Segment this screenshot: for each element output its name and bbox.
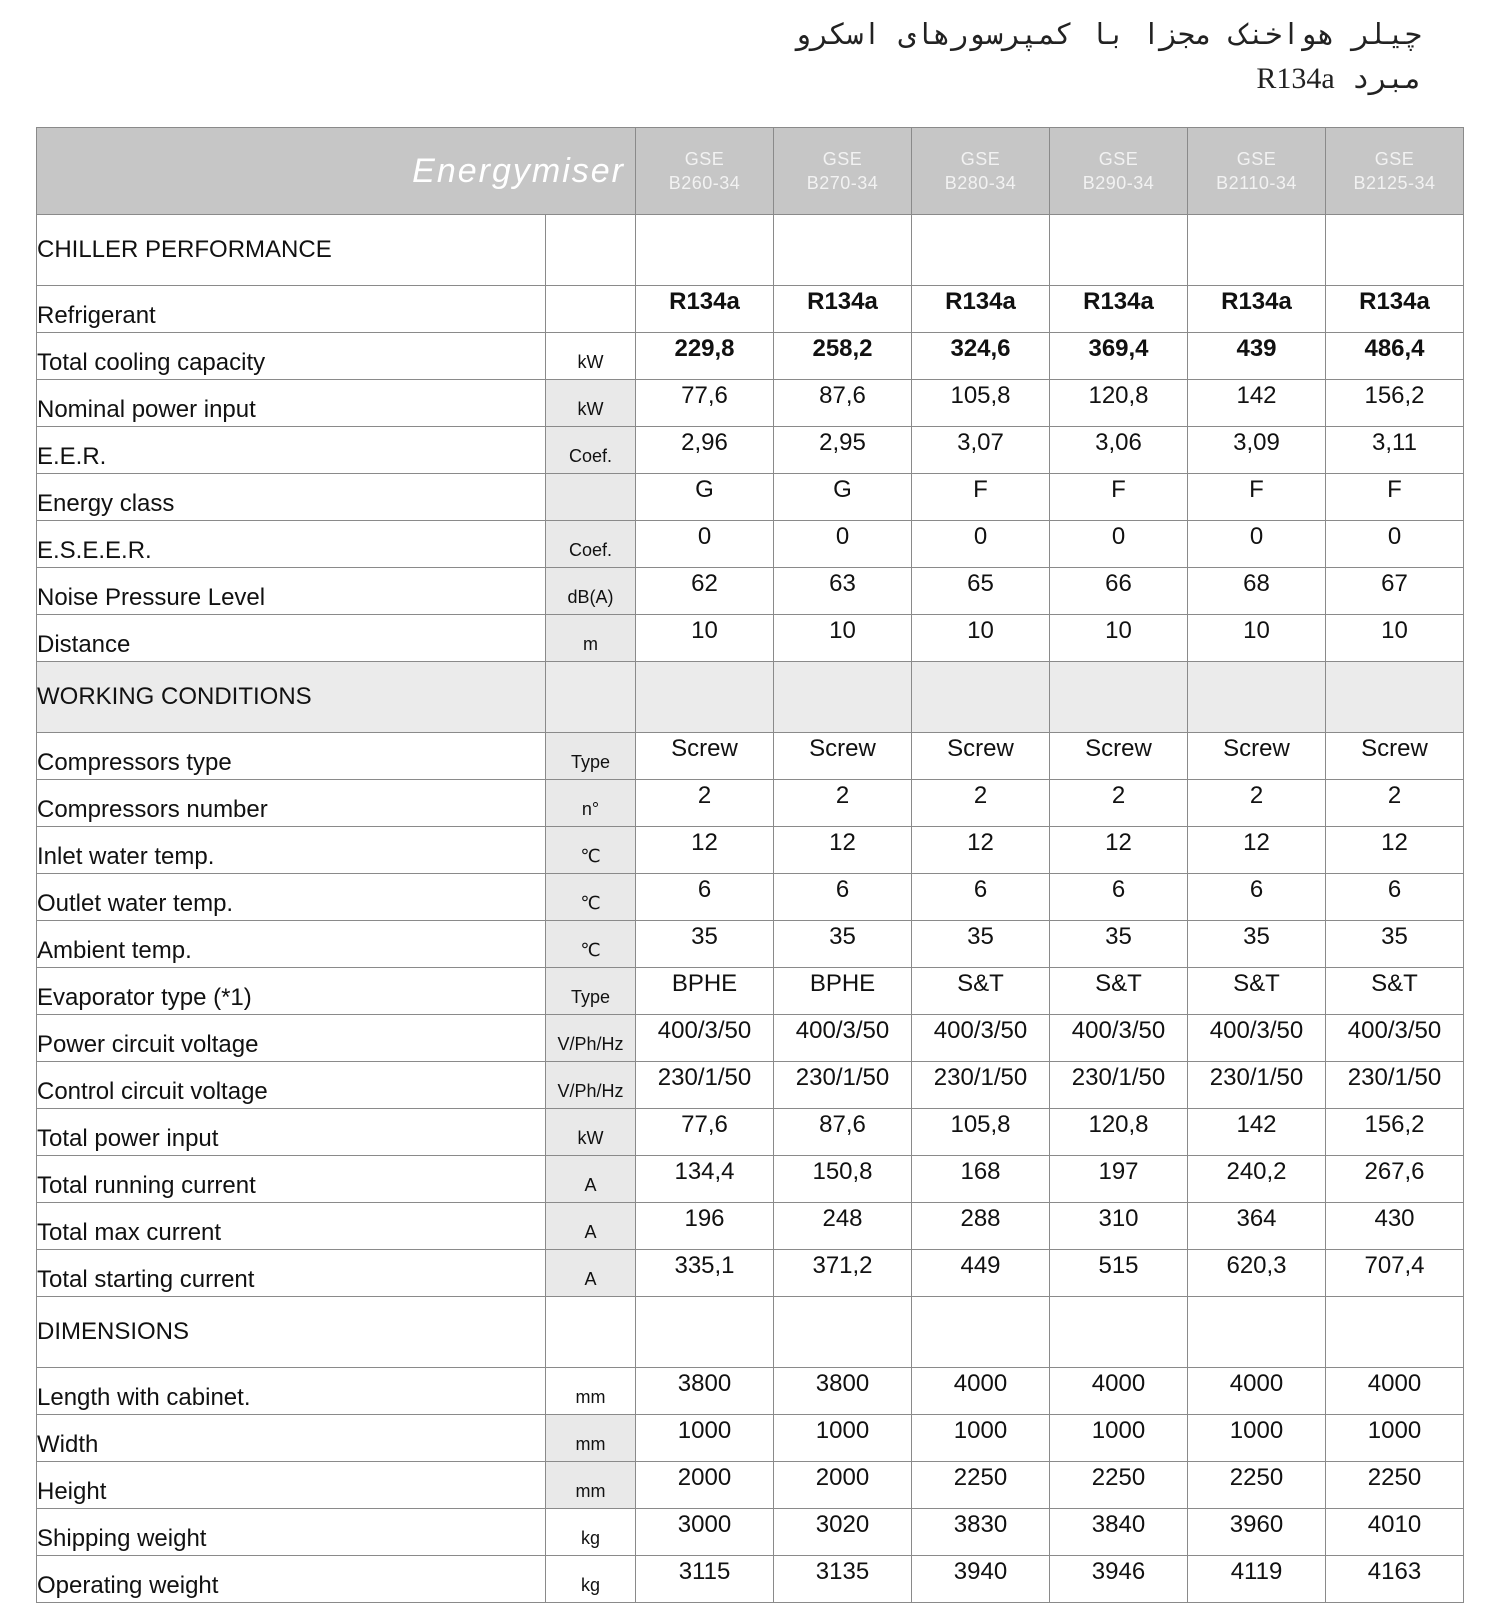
row-unit: kW: [546, 333, 636, 380]
value-cell: 4000: [1050, 1368, 1188, 1415]
row-unit: A: [546, 1203, 636, 1250]
value-cell: 105,8: [912, 1109, 1050, 1156]
table-row: [37, 521, 1464, 568]
row-label: Power circuit voltage: [37, 1015, 546, 1062]
row-label: Height: [37, 1462, 546, 1509]
row-label: Compressors type: [37, 733, 546, 780]
value-cell: 2: [1188, 780, 1326, 827]
row-unit: Type: [546, 733, 636, 780]
row-label: Nominal power input: [37, 380, 546, 427]
row-unit: kg: [546, 1556, 636, 1603]
value-cell: 335,1: [636, 1250, 774, 1297]
value-cell: 230/1/50: [1050, 1062, 1188, 1109]
table-row: [37, 1368, 1464, 1415]
value-cell: 63: [774, 568, 912, 615]
value-cell: 77,6: [636, 1109, 774, 1156]
value-cell: R134a: [1326, 286, 1464, 333]
value-cell: R134a: [1050, 286, 1188, 333]
value-cell: 0: [1188, 521, 1326, 568]
title-refrigerant: R134a: [1256, 62, 1335, 95]
model-code: B280-34: [944, 173, 1017, 193]
value-cell: 2250: [1326, 1462, 1464, 1509]
row-label: Total max current: [37, 1203, 546, 1250]
value-cell: 35: [912, 921, 1050, 968]
value-cell: 258,2: [774, 333, 912, 380]
section-empty-cell: [546, 662, 636, 733]
row-unit: kW: [546, 380, 636, 427]
section-empty-cell: [912, 1297, 1050, 1368]
value-cell: 3135: [774, 1556, 912, 1603]
value-cell: 3,07: [912, 427, 1050, 474]
row-label: Width: [37, 1415, 546, 1462]
value-cell: 400/3/50: [1326, 1015, 1464, 1062]
section-row: [37, 215, 1464, 286]
value-cell: 2250: [912, 1462, 1050, 1509]
value-cell: 229,8: [636, 333, 774, 380]
value-cell: 3800: [774, 1368, 912, 1415]
value-cell: G: [636, 474, 774, 521]
model-series: GSE: [822, 149, 863, 169]
model-code: B2110-34: [1216, 173, 1297, 193]
value-cell: 12: [774, 827, 912, 874]
value-cell: 4000: [1326, 1368, 1464, 1415]
header-row: [37, 128, 1464, 215]
row-unit: kg: [546, 1509, 636, 1556]
value-cell: 156,2: [1326, 380, 1464, 427]
value-cell: 2: [636, 780, 774, 827]
value-cell: 3020: [774, 1509, 912, 1556]
row-unit: V/Ph/Hz: [546, 1062, 636, 1109]
value-cell: 10: [1188, 615, 1326, 662]
model-series: GSE: [684, 149, 725, 169]
value-cell: 6: [1050, 874, 1188, 921]
value-cell: Screw: [1188, 733, 1326, 780]
row-unit: ℃: [546, 921, 636, 968]
value-cell: 2: [912, 780, 1050, 827]
value-cell: 2250: [1188, 1462, 1326, 1509]
value-cell: 3840: [1050, 1509, 1188, 1556]
spec-body: [37, 215, 1464, 1603]
value-cell: 3,11: [1326, 427, 1464, 474]
row-unit: [546, 474, 636, 521]
row-label: Shipping weight: [37, 1509, 546, 1556]
value-cell: 230/1/50: [1188, 1062, 1326, 1109]
value-cell: 240,2: [1188, 1156, 1326, 1203]
value-cell: Screw: [912, 733, 1050, 780]
model-series: GSE: [1374, 149, 1415, 169]
value-cell: 324,6: [912, 333, 1050, 380]
row-unit: A: [546, 1250, 636, 1297]
model-header: [1050, 128, 1188, 215]
section-empty-cell: [546, 215, 636, 286]
table-row: [37, 968, 1464, 1015]
value-cell: 400/3/50: [912, 1015, 1050, 1062]
value-cell: 400/3/50: [636, 1015, 774, 1062]
value-cell: 4119: [1188, 1556, 1326, 1603]
section-empty-cell: [774, 662, 912, 733]
table-row: [37, 1556, 1464, 1603]
title-line-2: [422, 56, 1422, 101]
value-cell: R134a: [636, 286, 774, 333]
value-cell: 66: [1050, 568, 1188, 615]
value-cell: 1000: [1188, 1415, 1326, 1462]
row-unit: dB(A): [546, 568, 636, 615]
value-cell: F: [1050, 474, 1188, 521]
value-cell: 62: [636, 568, 774, 615]
value-cell: 0: [1050, 521, 1188, 568]
row-unit: ℃: [546, 827, 636, 874]
value-cell: Screw: [774, 733, 912, 780]
table-row: [37, 380, 1464, 427]
value-cell: 230/1/50: [774, 1062, 912, 1109]
value-cell: 0: [912, 521, 1050, 568]
row-label: Control circuit voltage: [37, 1062, 546, 1109]
value-cell: 87,6: [774, 1109, 912, 1156]
section-row: [37, 662, 1464, 733]
value-cell: 3940: [912, 1556, 1050, 1603]
value-cell: 6: [912, 874, 1050, 921]
value-cell: 35: [1050, 921, 1188, 968]
value-cell: S&T: [1050, 968, 1188, 1015]
section-empty-cell: [1050, 662, 1188, 733]
value-cell: Screw: [1326, 733, 1464, 780]
value-cell: 10: [774, 615, 912, 662]
section-empty-cell: [636, 662, 774, 733]
value-cell: 4000: [912, 1368, 1050, 1415]
model-header: [912, 128, 1050, 215]
value-cell: 248: [774, 1203, 912, 1250]
value-cell: 10: [1050, 615, 1188, 662]
value-cell: 369,4: [1050, 333, 1188, 380]
value-cell: 230/1/50: [1326, 1062, 1464, 1109]
value-cell: 120,8: [1050, 380, 1188, 427]
row-label: Distance: [37, 615, 546, 662]
value-cell: 12: [636, 827, 774, 874]
value-cell: 6: [774, 874, 912, 921]
table-row: [37, 921, 1464, 968]
model-series: GSE: [960, 149, 1001, 169]
value-cell: S&T: [912, 968, 1050, 1015]
value-cell: 449: [912, 1250, 1050, 1297]
value-cell: 310: [1050, 1203, 1188, 1250]
value-cell: F: [1188, 474, 1326, 521]
row-label: Compressors number: [37, 780, 546, 827]
value-cell: 134,4: [636, 1156, 774, 1203]
model-code: B290-34: [1082, 173, 1155, 193]
section-empty-cell: [774, 1297, 912, 1368]
value-cell: 3946: [1050, 1556, 1188, 1603]
row-unit: Coef.: [546, 521, 636, 568]
value-cell: 364: [1188, 1203, 1326, 1250]
brand-name: Energymiser: [37, 128, 636, 215]
value-cell: 267,6: [1326, 1156, 1464, 1203]
value-cell: 0: [774, 521, 912, 568]
table-row: [37, 827, 1464, 874]
section-empty-cell: [912, 215, 1050, 286]
value-cell: 371,2: [774, 1250, 912, 1297]
section-empty-cell: [546, 1297, 636, 1368]
value-cell: F: [1326, 474, 1464, 521]
section-empty-cell: [1188, 1297, 1326, 1368]
table-row: [37, 474, 1464, 521]
value-cell: 2: [774, 780, 912, 827]
value-cell: 12: [1050, 827, 1188, 874]
value-cell: 400/3/50: [1188, 1015, 1326, 1062]
title-fa-word: مبرد: [1352, 61, 1422, 95]
table-row: [37, 1015, 1464, 1062]
table-row: [37, 1462, 1464, 1509]
value-cell: 1000: [636, 1415, 774, 1462]
section-empty-cell: [774, 215, 912, 286]
table-row: [37, 333, 1464, 380]
table-row: [37, 1203, 1464, 1250]
value-cell: 400/3/50: [1050, 1015, 1188, 1062]
value-cell: 0: [636, 521, 774, 568]
section-empty-cell: [1188, 662, 1326, 733]
value-cell: 3115: [636, 1556, 774, 1603]
row-unit: Coef.: [546, 427, 636, 474]
section-empty-cell: [636, 215, 774, 286]
value-cell: 35: [1188, 921, 1326, 968]
section-title: WORKING CONDITIONS: [37, 662, 546, 733]
value-cell: 77,6: [636, 380, 774, 427]
title-line-1: چیلر هواخنک مجزا با کمپرسورهای اسکرو: [793, 17, 1422, 51]
value-cell: 142: [1188, 380, 1326, 427]
value-cell: 439: [1188, 333, 1326, 380]
row-label: E.S.E.E.R.: [37, 521, 546, 568]
section-empty-cell: [1188, 215, 1326, 286]
value-cell: BPHE: [636, 968, 774, 1015]
value-cell: 1000: [912, 1415, 1050, 1462]
value-cell: 35: [1326, 921, 1464, 968]
value-cell: 707,4: [1326, 1250, 1464, 1297]
value-cell: 35: [636, 921, 774, 968]
row-label: Total starting current: [37, 1250, 546, 1297]
value-cell: 168: [912, 1156, 1050, 1203]
value-cell: 142: [1188, 1109, 1326, 1156]
value-cell: 2,95: [774, 427, 912, 474]
value-cell: Screw: [1050, 733, 1188, 780]
value-cell: 1000: [774, 1415, 912, 1462]
table-row: [37, 568, 1464, 615]
value-cell: 105,8: [912, 380, 1050, 427]
value-cell: 10: [912, 615, 1050, 662]
model-code: B270-34: [806, 173, 879, 193]
value-cell: 6: [1188, 874, 1326, 921]
value-cell: 430: [1326, 1203, 1464, 1250]
section-empty-cell: [1050, 215, 1188, 286]
value-cell: 10: [1326, 615, 1464, 662]
row-label: Total cooling capacity: [37, 333, 546, 380]
value-cell: R134a: [912, 286, 1050, 333]
row-unit: mm: [546, 1415, 636, 1462]
value-cell: 2000: [636, 1462, 774, 1509]
model-code: B260-34: [668, 173, 741, 193]
value-cell: 230/1/50: [636, 1062, 774, 1109]
value-cell: 3960: [1188, 1509, 1326, 1556]
value-cell: 3,09: [1188, 427, 1326, 474]
row-unit: A: [546, 1156, 636, 1203]
value-cell: 12: [1326, 827, 1464, 874]
value-cell: 68: [1188, 568, 1326, 615]
row-label: Noise Pressure Level: [37, 568, 546, 615]
row-label: Total running current: [37, 1156, 546, 1203]
value-cell: 196: [636, 1203, 774, 1250]
value-cell: 120,8: [1050, 1109, 1188, 1156]
row-label: Operating weight: [37, 1556, 546, 1603]
value-cell: 197: [1050, 1156, 1188, 1203]
table-row: [37, 1062, 1464, 1109]
value-cell: 515: [1050, 1250, 1188, 1297]
row-label: Outlet water temp.: [37, 874, 546, 921]
value-cell: G: [774, 474, 912, 521]
page-title: [422, 12, 1422, 101]
row-label: Inlet water temp.: [37, 827, 546, 874]
value-cell: 2: [1050, 780, 1188, 827]
value-cell: S&T: [1188, 968, 1326, 1015]
value-cell: R134a: [1188, 286, 1326, 333]
row-label: E.E.R.: [37, 427, 546, 474]
value-cell: 35: [774, 921, 912, 968]
value-cell: 3800: [636, 1368, 774, 1415]
value-cell: F: [912, 474, 1050, 521]
row-unit: m: [546, 615, 636, 662]
section-empty-cell: [636, 1297, 774, 1368]
value-cell: 1000: [1050, 1415, 1188, 1462]
table-row: [37, 286, 1464, 333]
value-cell: 288: [912, 1203, 1050, 1250]
table-row: [37, 874, 1464, 921]
table-row: [37, 1109, 1464, 1156]
table-row: [37, 1156, 1464, 1203]
value-cell: 3000: [636, 1509, 774, 1556]
value-cell: 3,06: [1050, 427, 1188, 474]
section-empty-cell: [1326, 1297, 1464, 1368]
row-unit: mm: [546, 1462, 636, 1509]
value-cell: 2,96: [636, 427, 774, 474]
value-cell: S&T: [1326, 968, 1464, 1015]
table-row: [37, 427, 1464, 474]
row-unit: Type: [546, 968, 636, 1015]
row-unit: n°: [546, 780, 636, 827]
value-cell: 10: [636, 615, 774, 662]
model-header: [636, 128, 774, 215]
value-cell: 1000: [1326, 1415, 1464, 1462]
section-title: CHILLER PERFORMANCE: [37, 215, 546, 286]
table-row: [37, 733, 1464, 780]
value-cell: 6: [1326, 874, 1464, 921]
value-cell: 400/3/50: [774, 1015, 912, 1062]
row-label: Refrigerant: [37, 286, 546, 333]
row-label: Length with cabinet.: [37, 1368, 546, 1415]
section-empty-cell: [1050, 1297, 1188, 1368]
row-label: Energy class: [37, 474, 546, 521]
value-cell: 0: [1326, 521, 1464, 568]
model-header: [774, 128, 912, 215]
row-label: Ambient temp.: [37, 921, 546, 968]
table-row: [37, 780, 1464, 827]
value-cell: 12: [912, 827, 1050, 874]
section-title: DIMENSIONS: [37, 1297, 546, 1368]
row-label: Evaporator type (*1): [37, 968, 546, 1015]
value-cell: 486,4: [1326, 333, 1464, 380]
value-cell: 12: [1188, 827, 1326, 874]
value-cell: 2250: [1050, 1462, 1188, 1509]
value-cell: 6: [636, 874, 774, 921]
model-code: B2125-34: [1353, 173, 1436, 193]
value-cell: 3830: [912, 1509, 1050, 1556]
section-empty-cell: [1326, 215, 1464, 286]
section-empty-cell: [912, 662, 1050, 733]
row-unit: V/Ph/Hz: [546, 1015, 636, 1062]
value-cell: 4163: [1326, 1556, 1464, 1603]
value-cell: 230/1/50: [912, 1062, 1050, 1109]
value-cell: BPHE: [774, 968, 912, 1015]
table-row: [37, 1509, 1464, 1556]
model-series: GSE: [1098, 149, 1139, 169]
value-cell: 67: [1326, 568, 1464, 615]
table-row: [37, 1415, 1464, 1462]
model-header: [1326, 128, 1464, 215]
value-cell: 150,8: [774, 1156, 912, 1203]
value-cell: 156,2: [1326, 1109, 1464, 1156]
model-header: [1188, 128, 1326, 215]
value-cell: 4000: [1188, 1368, 1326, 1415]
row-unit: ℃: [546, 874, 636, 921]
value-cell: 4010: [1326, 1509, 1464, 1556]
value-cell: 87,6: [774, 380, 912, 427]
section-row: [37, 1297, 1464, 1368]
value-cell: Screw: [636, 733, 774, 780]
row-unit: [546, 286, 636, 333]
value-cell: 2: [1326, 780, 1464, 827]
table-row: [37, 615, 1464, 662]
row-unit: mm: [546, 1368, 636, 1415]
row-unit: kW: [546, 1109, 636, 1156]
value-cell: 65: [912, 568, 1050, 615]
table-row: [37, 1250, 1464, 1297]
spec-table: [36, 127, 1464, 1603]
value-cell: R134a: [774, 286, 912, 333]
value-cell: 2000: [774, 1462, 912, 1509]
section-empty-cell: [1326, 662, 1464, 733]
value-cell: 620,3: [1188, 1250, 1326, 1297]
row-label: Total power input: [37, 1109, 546, 1156]
model-series: GSE: [1236, 149, 1277, 169]
